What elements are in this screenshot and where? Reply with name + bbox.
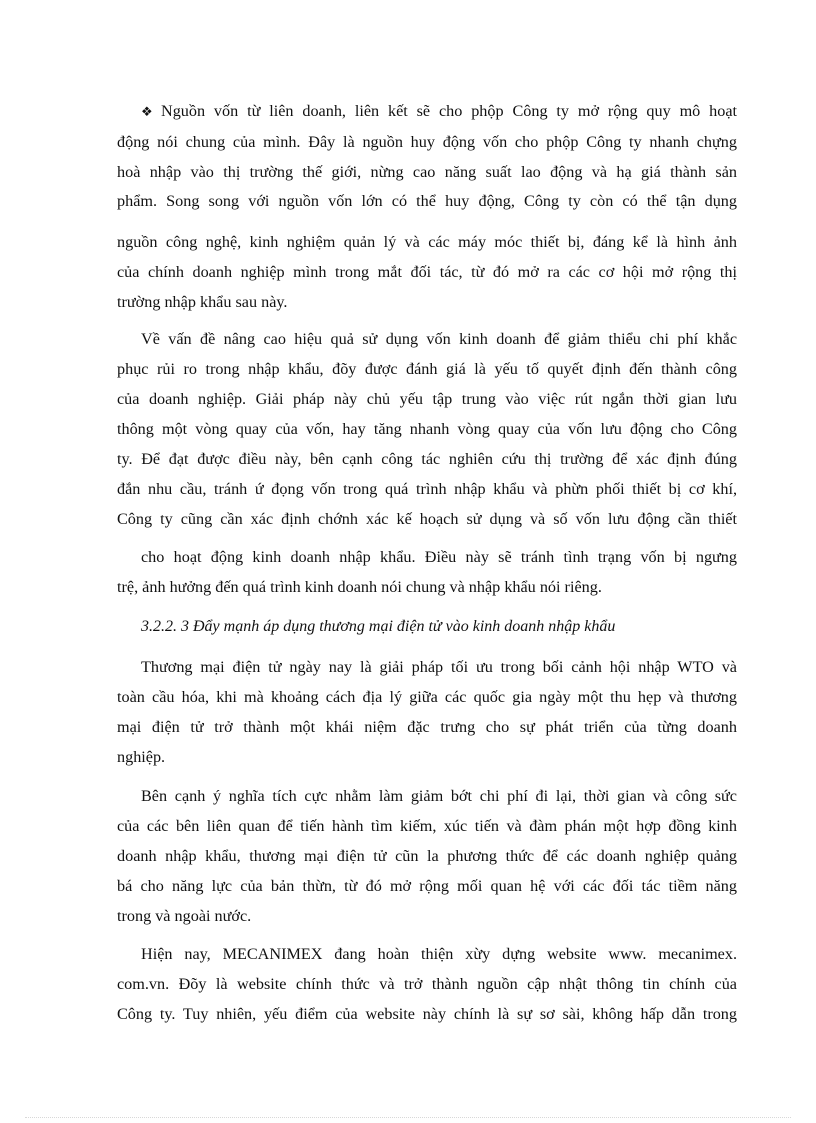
text-line: Hiện nay, MECANIMEX đang hoàn thiện xừy dựng website www. mecanimex.	[141, 945, 737, 963]
text-line: phẩm. Song song với nguồn vốn lớn có thể huy động, Công ty còn có thể tận dụng	[117, 192, 737, 210]
text-line: toàn cầu hóa, khi mà khoảng cách địa lý giữa các quốc gia ngày một thu hẹp và thương	[117, 688, 737, 706]
text-line: động nói chung của mình. Đây là nguồn huy động vốn cho phộp Công ty nhanh chựng	[117, 133, 737, 151]
text-line: của doanh nghiệp. Giải pháp này chủ yếu tập trung vào việc rút ngắn thời gian lưu	[117, 390, 737, 408]
text-line: bá cho năng lực của bản thừn, từ đó mở rộng mối quan hệ với các đối tác tiềm năng	[117, 877, 737, 895]
line-text: Nguồn vốn từ liên doanh, liên kết sẽ cho phộp Công ty mở rộng quy mô hoạt	[161, 102, 737, 120]
text-line	[141, 100, 737, 122]
text-line: của các bên liên quan để tiến hành tìm kiếm, xúc tiến và đàm phán một hợp đồng kinh	[117, 817, 737, 835]
text-line: com.vn. Đõy là website chính thức và trở thành nguồn cập nhật thông tin chính của	[117, 975, 737, 993]
text-line: Về vấn đề nâng cao hiệu quả sử dụng vốn kinh doanh để giảm thiểu chi phí khắc	[141, 330, 737, 348]
text-line: Bên cạnh ý nghĩa tích cực nhằm làm giảm bớt chi phí đi lại, thời gian và công sức	[141, 787, 737, 805]
text-line: nghiệp.	[117, 748, 166, 766]
text-line: Thương mại điện tử ngày nay là giải pháp tối ưu trong bối cảnh hội nhập WTO và	[141, 658, 737, 676]
text-line: doanh nhập khẩu, thương mại điện tử cũn la phương thức để các doanh nghiệp quảng	[117, 847, 737, 865]
text-line: đắn nhu cầu, tránh ứ đọng vốn trong quá trình nhập khẩu và phừn phối thiết bị cơ khí,	[117, 480, 737, 498]
text-line: phục rủi ro trong nhập khẩu, đõy được đánh giá là yếu tố quyết định đến thành công	[117, 360, 737, 378]
text-line: cho hoạt động kinh doanh nhập khẩu. Điều này sẽ tránh tình trạng vốn bị ngưng	[141, 548, 737, 566]
text-line: nguồn công nghệ, kinh nghiệm quản lý và các máy móc thiết bị, đáng kể là hình ảnh	[117, 233, 737, 251]
text-line: mại điện tử trở thành một khái niệm đặc trưng cho sự phát triển của từng doanh	[117, 718, 737, 736]
text-line: ty. Để đạt được điều này, bên cạnh công tác nghiên cứu thị trường để xác định đúng	[117, 450, 737, 468]
text-line: Công ty cũng cần xác định chớnh xác kế hoạch sử dụng và số vốn lưu động cần thiết	[117, 510, 737, 528]
four-diamond-bullet-icon: ❖	[141, 104, 153, 119]
section-heading: 3.2.2. 3 Đẩy mạnh áp dụng thương mại điện tử vào kinh doanh nhập khẩu	[141, 618, 616, 635]
text-line: thông một vòng quay của vốn, hay tăng nhanh vòng quay của vốn lưu động cho Công	[117, 420, 737, 438]
text-line: Công ty. Tuy nhiên, yếu điểm của website này chính là sự sơ sài, không hấp dẫn trong	[117, 1005, 737, 1023]
text-line: của chính doanh nghiệp mình trong mắt đối tác, từ đó mở ra các cơ hội mở rộng thị	[117, 263, 737, 281]
page-bottom-rule	[25, 1117, 791, 1118]
text-line: trường nhập khẩu sau này.	[117, 293, 288, 311]
text-line: hoà nhập vào thị trường thế giới, nừng cao năng suất lao động và hạ giá thành sản	[117, 163, 737, 181]
text-line: trệ, ảnh hưởng đến quá trình kinh doanh nói chung và nhập khẩu nói riêng.	[117, 578, 602, 596]
text-line: trong và ngoài nước.	[117, 907, 252, 925]
